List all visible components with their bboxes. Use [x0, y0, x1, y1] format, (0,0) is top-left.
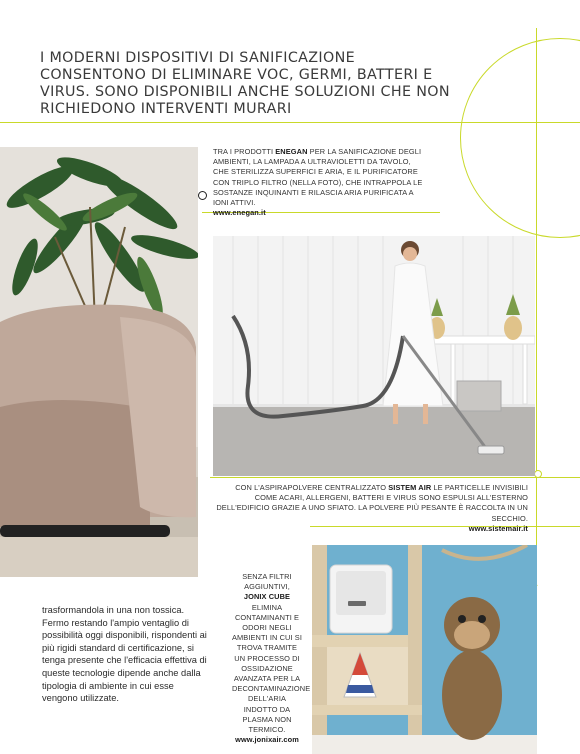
caption-sistemair-brand: SISTEM AIR — [388, 483, 432, 492]
accent-arc — [460, 38, 580, 238]
photo-armchair-plant — [0, 147, 198, 577]
caption-enegan-brand: ENEGAN — [275, 147, 308, 156]
accent-line-caption2-rule — [210, 477, 580, 478]
caption-sistemair-text: LE PARTICELLE INVISIBILI COME ACARI, ALLERGENI, BATTERI E VIRUS SONO ESPULSI ALL'ESTERNO DELL'EDIFICIO GRAZIE A UNO SFIATO. LA POLVERE PIÙ PESANTE È RACCOLTA IN UN SECCHIO. — [216, 483, 528, 523]
caption-sistemair-pre: CON L'ASPIRAPOLVERE CENTRALIZZATO — [235, 483, 389, 492]
body-paragraph: trasformandola in una non tossica. Fermo restando l'ampio ventaglio di possibilità oggi disponibili, rispondenti ai più rigidi standard di certificazione, si tenga presente che l'efficacia effettiva di queste tecnologie dipende anche dalla tipologia di ambiente in cui esse vengono utilizzate. — [42, 605, 207, 704]
caption-jonix-url[interactable]: www.jonixair.com — [235, 735, 299, 745]
caption-jonix-brand: JONIX CUBE — [243, 592, 291, 602]
caption-enegan — [213, 147, 428, 218]
caption-jonix-text: ELIMINA CONTAMINANTI E ODORI NEGLI AMBIENTI IN CUI SI TROVA TRAMITE UN PROCESSO DI OSSIDAZIONE AVANZATA PER LA DECONTAMINAZIONE DELL'ARIA INDOTTO DA PLASMA NON TERMICO. — [232, 602, 311, 735]
caption-sistemair — [215, 483, 528, 534]
caption-jonix — [232, 572, 311, 745]
caption-enegan-url[interactable]: www.enegan.it — [213, 208, 266, 218]
caption-jonix-pre: SENZA FILTRI AGGIUNTIVI, — [242, 572, 292, 592]
caption-sistemair-url[interactable]: www.sistemair.it — [468, 523, 528, 533]
photo-woman-vacuum — [213, 236, 535, 476]
caption-enegan-pre: TRA I PRODOTTI — [213, 147, 276, 156]
photo-jonix-cube-shelf — [312, 545, 537, 754]
accent-dot-marker-2 — [534, 470, 542, 478]
page-headline: I MODERNI DISPOSITIVI DI SANIFICAZIONE CONSENTONO DI ELIMINARE VOC, GERMI, BATTERI E VIRUS. SONO DISPONIBILI ANCHE SOLUZIONI CHE NON RICHIEDONO INTERVENTI MURARI — [40, 50, 450, 117]
accent-dot-marker — [198, 191, 207, 200]
caption-enegan-text: PER LA SANIFICAZIONE DEGLI AMBIENTI, LA LAMPADA A ULTRAVIOLETTI DA TAVOLO, CHE STERILIZZA SUPERFICI E ARIA, E IL PURIFICATORE CON TRIPLO FILTRO (NELLA FOTO), CHE INTRAPPOLA LE SOSTANZE INQUINANTI E RILASCIA ARIA PURIFICATA A IONI ATTIVI. — [213, 147, 423, 208]
